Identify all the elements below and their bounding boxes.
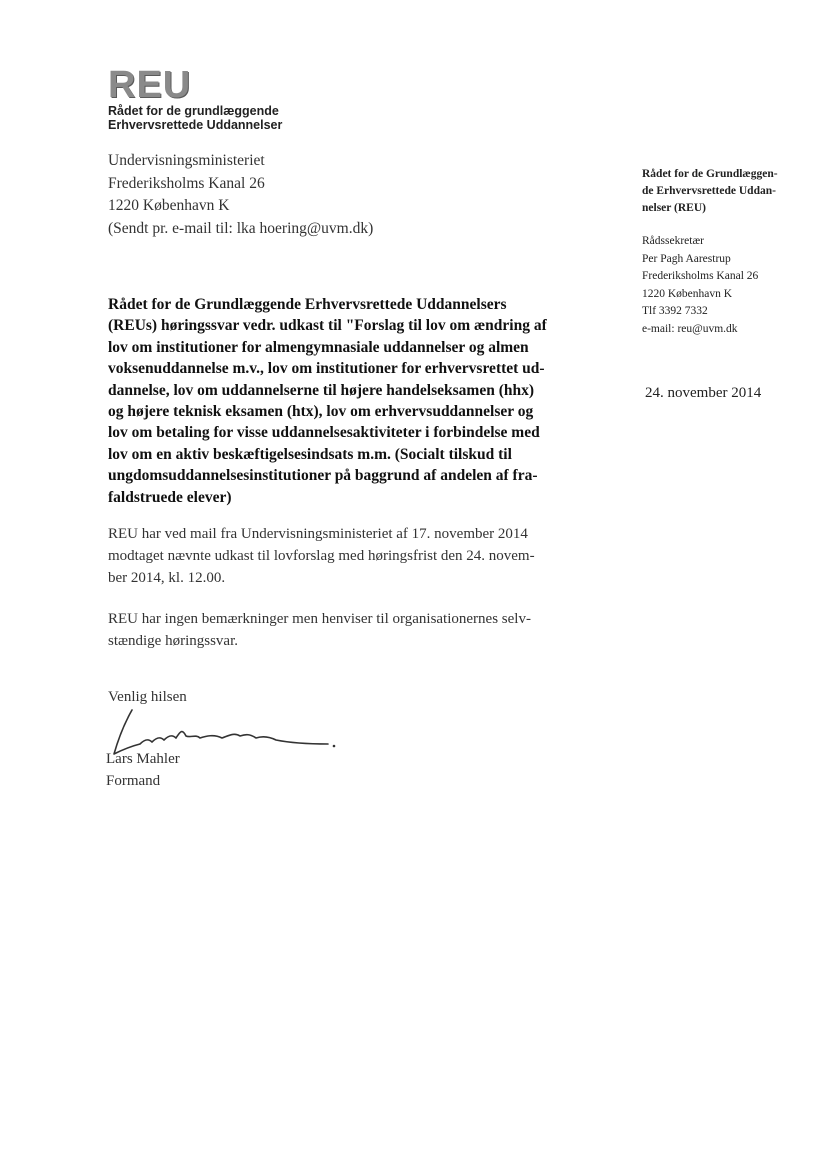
sender-org-line: Rådet for de Grundlæggen- [642,168,778,180]
subject-line: lov om institutioner for almengymnasiale uddannelser og almen [108,338,529,356]
body-paragraph-1 [108,523,578,589]
subject-line: voksenuddannelse m.v., lov om institutioner for erhvervsrettet ud- [108,360,545,378]
signer-name: Lars Mahler [106,751,180,767]
paragraph-line: ber 2014, kl. 12.00. [108,570,226,586]
contact-street: Frederiksholms Kanal 26 [642,270,759,282]
contact-phone: Tlf 3392 7332 [642,305,708,317]
recipient-line: Frederiksholms Kanal 26 [108,174,265,192]
paragraph-line: stændige høringssvar. [108,633,238,649]
recipient-line: Undervisningsministeriet [108,152,265,169]
paragraph-line: REU har ved mail fra Undervisningsministeriet af 17. november 2014 [108,526,528,542]
signer-title: Formand [106,773,161,789]
subject-line: lov om en aktiv beskæftigelsesindsats m.m. (Socialt tilskud til [108,445,512,463]
subject-line: ungdomsuddannelsesinstitutioner på baggrund af andelen af fra- [108,467,538,485]
letter-date: 24. november 2014 [645,385,762,401]
recipient-line: 1220 København K [108,197,230,214]
sender-org-line: de Erhvervsrettede Uddan- [642,185,776,197]
subject-line: og højere teknisk eksamen (htx), lov om erhvervsuddannelser og [108,403,534,421]
subject-line: (REUs) høringssvar vedr. udkast til "Forslag til lov om ændring af [108,317,547,335]
paragraph-line: REU har ingen bemærkninger men henviser til organisationernes selv- [108,611,531,627]
sender-org-line: nelser (REU) [642,202,706,214]
sender-sidebar [642,166,792,338]
subject-line: faldstruede elever) [108,488,232,506]
contact-city: 1220 København K [642,287,733,300]
subject-line: lov om betaling for visse uddannelsesaktiviteter i forbindelse med [108,424,540,442]
paragraph-line: modtaget nævnte udkast til lovforslag med høringsfrist den 24. novem- [108,548,535,564]
sender-contact [642,233,792,338]
org-name-line-2: Erhvervsrettede Uddannelser [108,118,283,132]
reu-logo-mark: REU [108,64,192,106]
letterhead-logo [108,66,282,132]
contact-email: e-mail: reu@uvm.dk [642,322,738,335]
closing-salutation: Venlig hilsen [108,689,187,705]
contact-name: Per Pagh Aarestrup [642,252,731,265]
sender-org-name [642,166,792,217]
contact-role: Rådssekretær [642,235,704,247]
subject-line: dannelse, lov om uddannelserne til højere handelseksamen (hhx) [108,381,535,399]
recipient-address [108,150,373,240]
org-name-line-1: Rådet for de grundlæggende [108,104,279,118]
subject-line: Rådet for de Grundlæggende Erhvervsrettede Uddannelsers [108,296,507,313]
body-paragraph-2 [108,608,578,652]
recipient-email-note: (Sendt pr. e-mail til: lka hoering@uvm.dk) [108,219,374,237]
subject-heading [108,294,578,508]
